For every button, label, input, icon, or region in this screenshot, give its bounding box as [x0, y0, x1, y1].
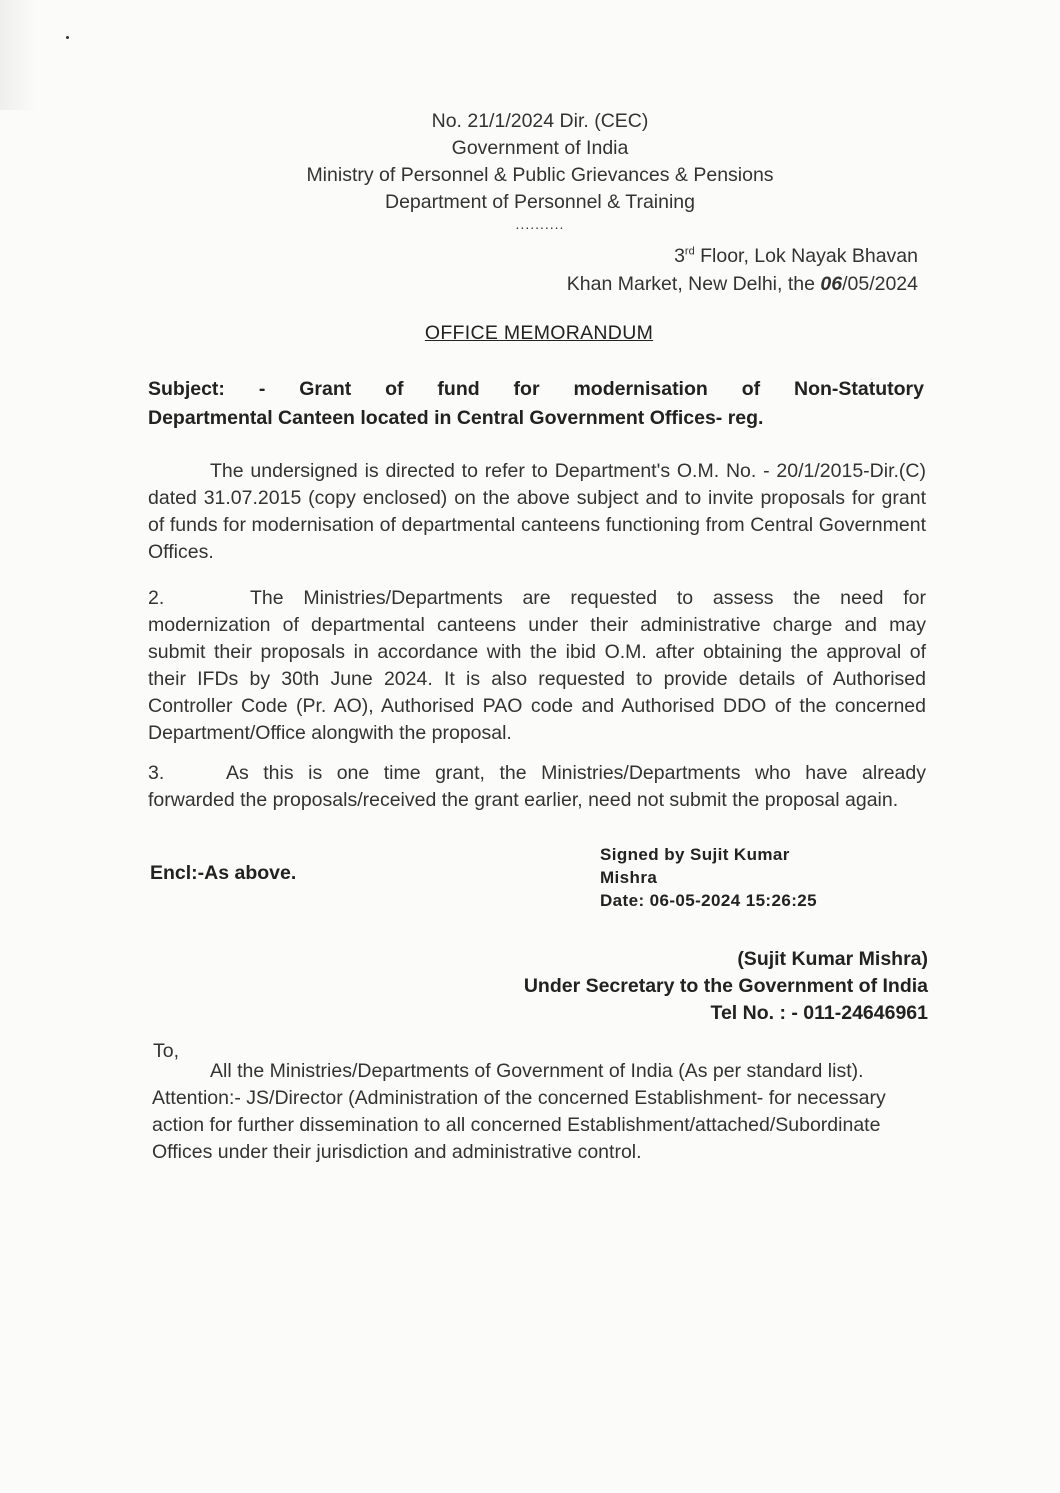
department-name: Department of Personnel & Training [384, 191, 695, 213]
document-title: OFFICE MEMORANDUM [424, 322, 654, 344]
scan-edge-shadow [0, 0, 36, 110]
paragraph-2-text: The Ministries/Departments are requested to assess the need for modernization of departmental canteens under their administrative charge and may submit their proposals in accordance with the ibid O.M. after obtaining the approval of their IFDs by 30th June 2024. It is also requested to provide details of Authorised Controller Code (Pr. AO), Authorised PAO code and Authorised DDO of the concerned Department/Office alongwith the proposal. [148, 587, 926, 744]
signatory-block [524, 946, 928, 1027]
recipients-block [152, 1058, 917, 1166]
signatory-name: (Sujit Kumar Mishra) [737, 948, 928, 970]
government-name: Government of India [451, 137, 629, 159]
address-line-floor [567, 242, 918, 270]
addressees: All the Ministries/Departments of Government of India (As per standard list). [210, 1060, 864, 1082]
subject-block [148, 375, 924, 433]
date-month-year: /05/2024 [842, 273, 918, 295]
handwritten-day: 06 [820, 273, 843, 295]
office-address [567, 242, 918, 298]
digital-signature-line-1: Signed by Sujit Kumar [600, 845, 790, 864]
paragraph-2 [148, 585, 926, 747]
signatory-telephone: Tel No. : - 011-24646961 [710, 1002, 928, 1024]
attention-note: Attention:- JS/Director (Administration of the concerned Establishment- for necessary action for further dissemination to all concerned Establishment/attached/Subordinate Offices under their jurisdiction and administrative control. [152, 1087, 886, 1163]
digital-signature-date: Date: 06-05-2024 15:26:25 [600, 891, 817, 910]
paragraph-1-text: The undersigned is directed to refer to Department's O.M. No. - 20/1/2015-Dir.(C) dated 31.07.2015 (copy enclosed) on the above subject and to invite proposals for grant of funds for modernisation of departmental canteens functioning from Central Government Offices. [148, 460, 926, 563]
scan-speck [66, 36, 69, 39]
enclosure-note: Encl:-As above. [150, 862, 297, 884]
digital-signature-line-2: Mishra [600, 868, 658, 887]
ministry-name: Ministry of Personnel & Public Grievances & Pensions [306, 164, 774, 186]
address-line-date [567, 270, 918, 298]
paragraph-3-text: As this is one time grant, the Ministries/Departments who have already forwarded the proposals/received the grant earlier, need not submit the proposal again. [148, 762, 926, 811]
signatory-designation: Under Secretary to the Government of India [523, 975, 928, 997]
floor-building: Floor, Lok Nayak Bhavan [694, 245, 918, 267]
to-label: To, [153, 1040, 180, 1062]
floor-number: 3 [674, 245, 685, 267]
subject-line-2: Departmental Canteen located in Central Government Offices- reg. [148, 407, 764, 429]
subject-line-1: Subject: - Grant of fund for modernisation of Non-Statutory [148, 378, 924, 400]
floor-ordinal: rd [684, 245, 695, 258]
paragraph-3-number: 3. [148, 762, 165, 784]
header-separator: .......... [515, 216, 565, 232]
paragraph-2-number: 2. [148, 587, 165, 609]
paragraph-1 [148, 458, 926, 566]
paragraph-3 [148, 760, 926, 814]
date-prefix: Khan Market, New Delhi, the [566, 273, 821, 295]
letterhead [150, 108, 930, 232]
digital-signature [600, 843, 817, 912]
file-number: No. 21/1/2024 Dir. (CEC) [431, 110, 649, 132]
